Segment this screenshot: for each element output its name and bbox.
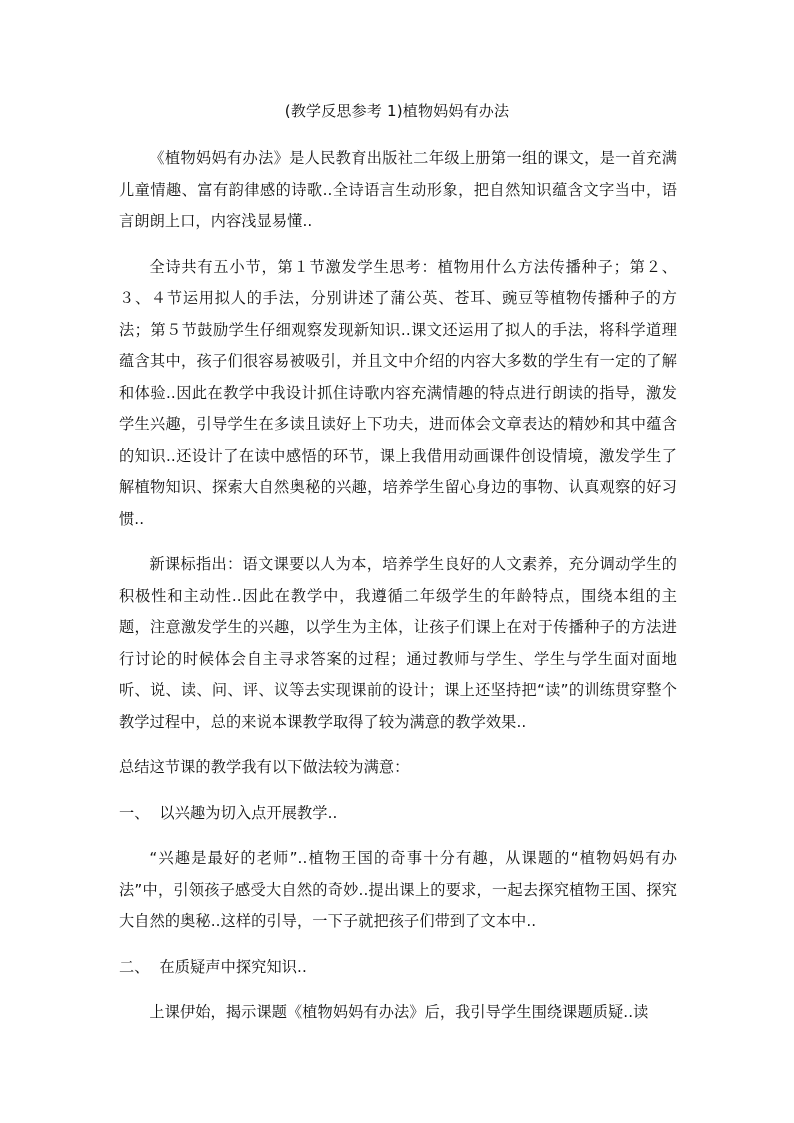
- paragraph-summary-lead: 总结这节课的教学我有以下做法较为满意：: [119, 758, 410, 776]
- paragraph-interest: “兴趣是最好的老师”..植物王国的奇事十分有趣，从课题的“植物妈妈有办法”中，引领孩子感受大自然的奇妙..提出课上的要求，一起去探究植物王国、探究大自然的奥秘..这样的引导，一下子就把孩子们带到了文本中..: [119, 849, 677, 930]
- section-heading-2: 二、 在质疑声中探究知识..: [119, 957, 307, 976]
- paragraph-questioning: 上课伊始，揭示课题《植物妈妈有办法》后，我引导学生围绕课题质疑..读: [149, 1003, 649, 1021]
- document-title: (教学反思参考 1)植物妈妈有办法: [284, 102, 510, 120]
- document-body: [119, 143, 677, 1043]
- paragraph-intro: 《植物妈妈有办法》是人民教育出版社二年级上册第一组的课文，是一首充满儿童情趣、富有韵律感的诗歌..全诗语言生动形象，把自然知识蕴含文字当中，语言朗朗上口，内容浅显易懂..: [119, 149, 677, 230]
- paragraph-structure: 全诗共有五小节，第１节激发学生思考：植物用什么方法传播种子；第２、３、４节运用拟人的手法，分别讲述了蒲公英、苍耳、豌豆等植物传播种子的方法；第５节鼓励学生仔细观察发现新知识..课文还运用了拟人的手法，将科学道理蕴含其中，孩子们很容易被吸引，并且文中介绍的内容大多数的学生有一定的了解和体验..因此在教学中我设计抓住诗歌内容充满情趣的特点进行朗读的指导，激发学生兴趣，引导学生在多读且读好上下功夫，进而体会文章表达的精妙和其中蕴含的知识..还设计了在读中感悟的环节，课上我借用动画课件创设情境，激发学生了解植物知识、探索大自然奥秘的兴趣，培养学生留心身边的事物、认真观察的好习惯..: [119, 257, 677, 528]
- section-heading-1: 一、 以兴趣为切入点开展教学..: [119, 803, 338, 822]
- paragraph-curriculum: 新课标指出：语文课要以人为本，培养学生良好的人文素养，充分调动学生的积极性和主动性..因此在教学中，我遵循二年级学生的年龄特点，围绕本组的主题，注意激发学生的兴趣，以学生为主体，让孩子们课上在对于传播种子的方法进行讨论的时候体会自主寻求答案的过程；通过教师与学生、学生与学生面对面地听、说、读、问、评、议等去实现课前的设计；课上还坚持把“读”的训练贯穿整个教学过程中，总的来说本课教学取得了较为满意的教学效果..: [119, 555, 677, 731]
